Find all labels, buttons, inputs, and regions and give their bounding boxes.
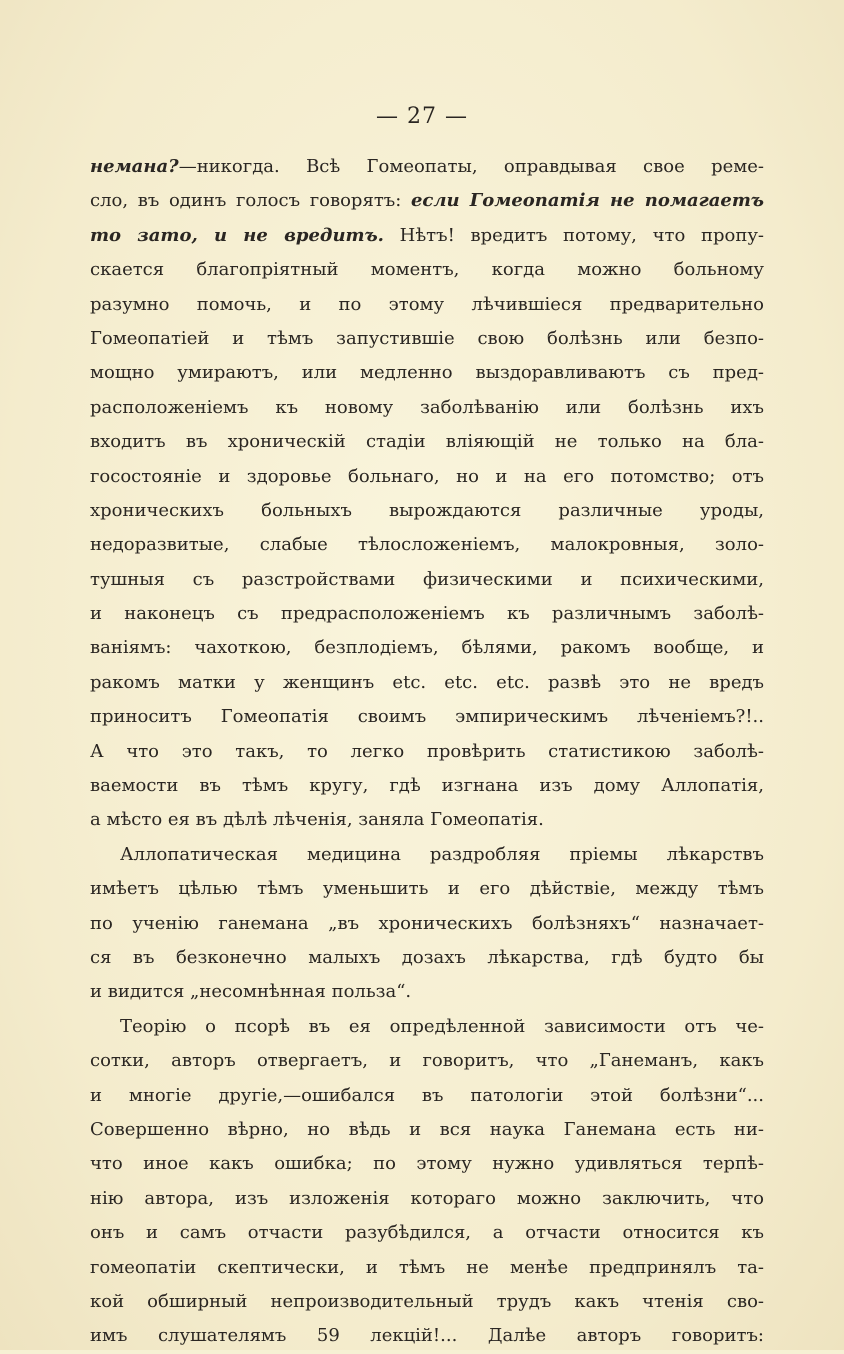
text-line bbox=[90, 288, 764, 322]
text-segment: и многіе другіе,—ошибался въ патологіи этой болѣзни“... bbox=[90, 1084, 764, 1106]
text-line bbox=[90, 391, 764, 425]
text-segment: мощно умираютъ, или медленно выздоравливаютъ съ пред- bbox=[90, 362, 764, 384]
text-line bbox=[90, 1251, 764, 1285]
text-segment: входитъ въ хроническій стадіи вліяющій не только на бла- bbox=[90, 431, 764, 453]
text-line bbox=[90, 184, 764, 218]
text-line bbox=[90, 356, 764, 390]
text-segment: ся въ безконечно малыхъ дозахъ лѣкарства, гдѣ будто бы bbox=[90, 946, 764, 968]
text-segment: расположеніемъ къ новому заболѣванію или болѣзнь ихъ bbox=[90, 396, 764, 418]
italic-text-segment: то зато, и не вредитъ. bbox=[90, 224, 384, 246]
text-line bbox=[90, 1319, 764, 1353]
text-line bbox=[90, 1010, 764, 1044]
text-line bbox=[90, 425, 764, 459]
text-segment: госостояніе и здоровье больнаго, но и на его потомство; отъ bbox=[90, 465, 764, 487]
text-segment: ракомъ матки у женщинъ etc. etc. etc. развѣ это не вредъ bbox=[90, 671, 764, 693]
text-line bbox=[90, 322, 764, 356]
text-segment: сотки, авторъ отвергаетъ, и говоритъ, что „Ганеманъ, какъ bbox=[90, 1050, 764, 1072]
text-segment: и наконецъ съ предрасположеніемъ къ различнымъ заболѣ- bbox=[90, 603, 764, 625]
text-segment: А что это такъ, то легко провѣрить статистикою заболѣ- bbox=[90, 740, 764, 762]
text-segment: скается благопріятный моментъ, когда можно больному bbox=[90, 259, 764, 281]
italic-text-segment: если Гомеопатія не помагаетъ bbox=[410, 190, 764, 212]
text-line bbox=[90, 872, 764, 906]
text-line bbox=[90, 1285, 764, 1319]
text-line bbox=[90, 735, 764, 769]
text-line bbox=[90, 563, 764, 597]
text-segment: Совершенно вѣрно, но вѣдь и вся наука Ганемана есть ни- bbox=[90, 1118, 764, 1140]
text-line bbox=[90, 253, 764, 287]
text-segment: что иное какъ ошибка; по этому нужно удивляться терпѣ- bbox=[90, 1153, 764, 1175]
text-line bbox=[90, 700, 764, 734]
text-line bbox=[90, 1079, 764, 1113]
italic-text-segment: немана? bbox=[90, 156, 179, 177]
text-line bbox=[90, 460, 764, 494]
text-segment: Теорію о псорѣ въ ея опредѣленной зависимости отъ че- bbox=[120, 1015, 764, 1037]
text-line bbox=[90, 769, 764, 803]
text-line bbox=[90, 1182, 764, 1216]
text-line bbox=[90, 528, 764, 562]
text-line bbox=[90, 907, 764, 941]
text-line bbox=[90, 975, 764, 1009]
text-segment: гомеопатіи скептически, и тѣмъ не менѣе предпринялъ та- bbox=[90, 1256, 764, 1278]
text-segment: тушныя съ разстройствами физическими и психическими, bbox=[90, 568, 764, 590]
text-segment: по ученію ганемана „въ хроническихъ болѣзняхъ“ назначает- bbox=[90, 912, 764, 934]
text-segment: ваніямъ: чахоткою, безплодіемъ, бѣлями, ракомъ вообще, и bbox=[90, 637, 764, 659]
text-line bbox=[90, 494, 764, 528]
text-segment: приноситъ Гомеопатія своимъ эмпирическимъ лѣченіемъ?!.. bbox=[90, 706, 764, 728]
text-segment: кой обширный непроизводительный трудъ какъ чтенія сво- bbox=[90, 1290, 764, 1312]
text-segment: имѣетъ цѣлью тѣмъ уменьшить и его дѣйствіе, между тѣмъ bbox=[90, 878, 764, 900]
text-line bbox=[90, 666, 764, 700]
text-line bbox=[90, 941, 764, 975]
text-line bbox=[90, 1147, 764, 1181]
text-segment: —никогда. Всѣ Гомеопаты, оправдывая свое реме- bbox=[178, 156, 764, 177]
text-segment: и видится „несомнѣнная польза“. bbox=[90, 981, 412, 1003]
text-segment: сло, въ одинъ голосъ говорятъ: bbox=[90, 190, 411, 212]
text-segment: а мѣсто ея въ дѣлѣ лѣченія, заняла Гомеопатія. bbox=[90, 809, 544, 831]
text-line bbox=[90, 838, 764, 872]
page-number: — 27 — bbox=[376, 104, 468, 129]
text-line bbox=[90, 597, 764, 631]
text-segment: недоразвитые, слабые тѣлосложеніемъ, малокровныя, золо- bbox=[90, 534, 764, 556]
text-segment: имъ слушателямъ 59 лекцій!... Далѣе авторъ говоритъ: bbox=[90, 1325, 764, 1347]
text-segment: ваемости въ тѣмъ кругу, гдѣ изгнана изъ дому Аллопатія, bbox=[90, 775, 764, 797]
text-line bbox=[90, 1044, 764, 1078]
text-segment: Гомеопатіей и тѣмъ запустившіе свою болѣзнь или безпо- bbox=[90, 327, 764, 349]
body-text bbox=[90, 150, 764, 1354]
text-segment: нію автора, изъ изложенія котораго можно заключить, что bbox=[90, 1187, 764, 1209]
text-segment: онъ и самъ отчасти разубѣдился, а отчасти относится къ bbox=[90, 1222, 764, 1244]
text-line bbox=[90, 1113, 764, 1147]
text-segment: хроническихъ больныхъ вырождаются различные уроды, bbox=[90, 499, 764, 521]
text-line bbox=[90, 150, 764, 184]
text-line bbox=[90, 631, 764, 665]
text-segment: Аллопатическая медицина раздробляя пріемы лѣкарствъ bbox=[120, 843, 764, 865]
text-line bbox=[90, 1216, 764, 1250]
text-segment: Нѣтъ! вредитъ потому, что пропу- bbox=[383, 224, 764, 246]
text-segment: разумно помочь, и по этому лѣчившіеся предварительно bbox=[90, 293, 764, 315]
text-line bbox=[90, 219, 764, 253]
text-line bbox=[90, 803, 764, 837]
